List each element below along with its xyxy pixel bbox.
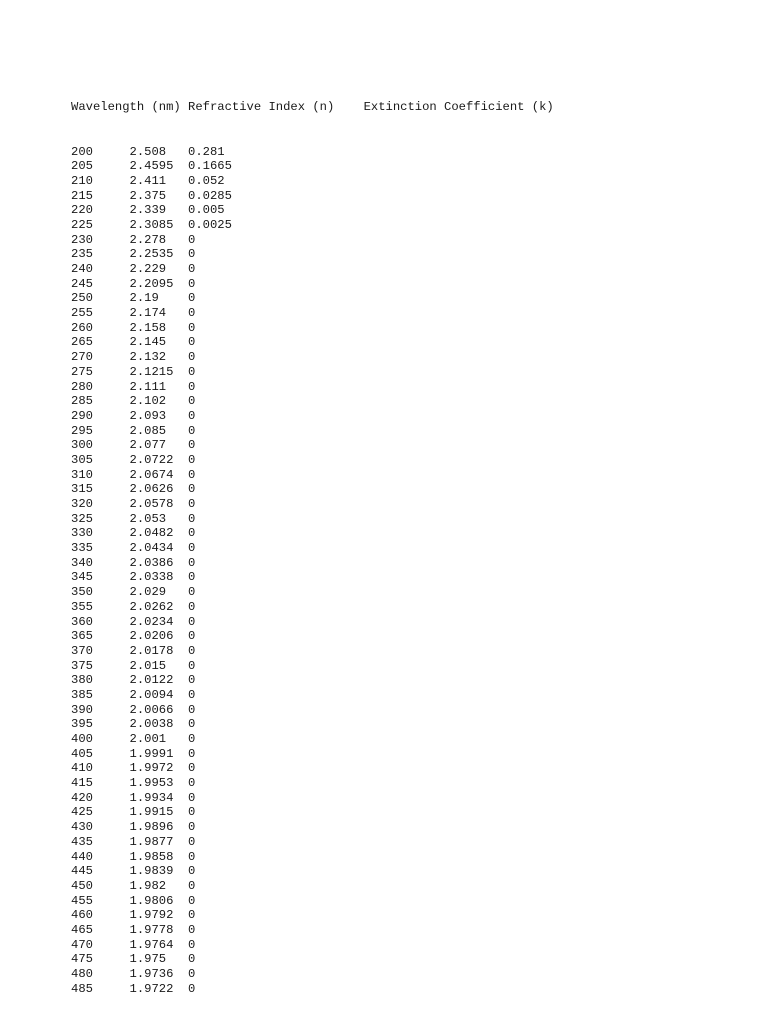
data-row: 285 2.102 0 <box>71 394 196 409</box>
text-document <box>71 71 554 1011</box>
data-row: 475 1.975 0 <box>71 952 196 967</box>
data-row: 315 2.0626 0 <box>71 482 196 497</box>
data-row: 255 2.174 0 <box>71 306 196 321</box>
data-row: 410 1.9972 0 <box>71 761 196 776</box>
data-row: 340 2.0386 0 <box>71 555 196 570</box>
data-row: 445 1.9839 0 <box>71 864 196 879</box>
data-row: 260 2.158 0 <box>71 320 196 335</box>
data-row: 345 2.0338 0 <box>71 570 196 585</box>
data-row: 320 2.0578 0 <box>71 497 196 511</box>
data-row: 365 2.0206 0 <box>71 629 196 644</box>
data-row: 245 2.2095 0 <box>71 276 196 291</box>
data-row: 335 2.0434 0 <box>71 541 196 556</box>
data-row: 330 2.0482 0 <box>71 526 196 541</box>
data-row: 215 2.375 0.0285 <box>71 188 232 203</box>
data-row: 275 2.1215 0 <box>71 364 196 379</box>
data-row: 350 2.029 0 <box>71 585 196 600</box>
data-row: 440 1.9858 0 <box>71 849 196 864</box>
data-row: 395 2.0038 0 <box>71 717 196 732</box>
data-row: 210 2.411 0.052 <box>71 173 225 188</box>
data-row: 455 1.9806 0 <box>71 893 196 908</box>
data-row: 270 2.132 0 <box>71 350 196 365</box>
data-row: 370 2.0178 0 <box>71 643 196 658</box>
data-rows <box>71 145 554 997</box>
data-row: 220 2.339 0.005 <box>71 203 225 218</box>
data-row: 230 2.278 0 <box>71 232 196 247</box>
data-row: 465 1.9778 0 <box>71 922 196 937</box>
data-row: 300 2.077 0 <box>71 438 196 453</box>
data-row: 310 2.0674 0 <box>71 467 196 482</box>
data-row: 205 2.4595 0.1665 <box>71 159 232 174</box>
data-row: 250 2.19 0 <box>71 291 196 306</box>
data-row: 460 1.9792 0 <box>71 908 196 923</box>
data-row: 375 2.015 0 <box>71 658 196 673</box>
data-row: 420 1.9934 0 <box>71 790 196 805</box>
data-row: 415 1.9953 0 <box>71 776 196 791</box>
data-row: 265 2.145 0 <box>71 335 196 350</box>
data-row: 450 1.982 0 <box>71 878 196 893</box>
data-row: 435 1.9877 0 <box>71 834 196 849</box>
data-row: 280 2.111 0 <box>71 379 196 394</box>
data-row: 425 1.9915 0 <box>71 805 196 820</box>
data-row: 405 1.9991 0 <box>71 746 196 761</box>
data-row: 200 2.508 0.281 <box>71 144 225 159</box>
data-row: 480 1.9736 0 <box>71 967 196 981</box>
data-row: 390 2.0066 0 <box>71 702 196 717</box>
header-line: Wavelength (nm) Refractive Index (n) Extinction Coefficient (k) <box>71 100 554 115</box>
data-row: 235 2.2535 0 <box>71 247 196 262</box>
data-row: 240 2.229 0 <box>71 262 196 276</box>
data-row: 385 2.0094 0 <box>71 687 196 702</box>
data-row: 470 1.9764 0 <box>71 937 196 952</box>
data-row: 295 2.085 0 <box>71 423 196 438</box>
data-row: 290 2.093 0 <box>71 408 196 423</box>
data-row: 225 2.3085 0.0025 <box>71 217 232 232</box>
data-row: 400 2.001 0 <box>71 732 196 746</box>
data-row: 430 1.9896 0 <box>71 820 196 835</box>
data-row: 485 1.9722 0 <box>71 981 196 996</box>
data-row: 305 2.0722 0 <box>71 452 196 467</box>
data-row: 380 2.0122 0 <box>71 673 196 688</box>
data-row: 360 2.0234 0 <box>71 614 196 629</box>
data-row: 325 2.053 0 <box>71 511 196 526</box>
data-row: 355 2.0262 0 <box>71 599 196 614</box>
